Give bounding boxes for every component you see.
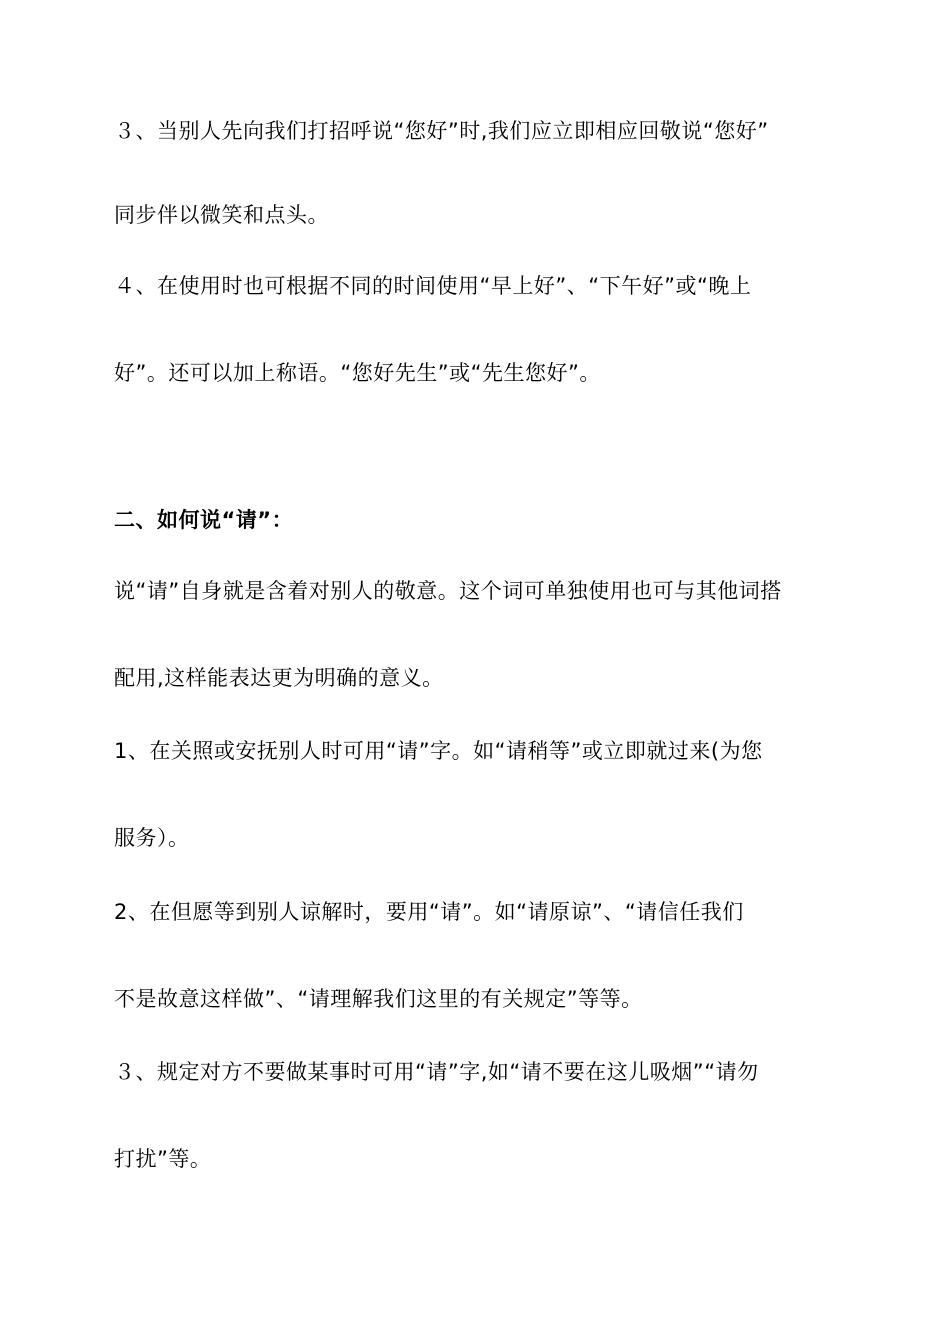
paragraph-line: 说“请”自身就是含着对别人的敬意。这个词可单独使用也可与其他词搭 bbox=[114, 579, 782, 603]
paragraph-line: 配用,这样能表达更为明确的意义。 bbox=[114, 666, 444, 690]
paragraph-line: 2、在但愿等到别人谅解时，要用“请”。如“请原谅”、“请信任我们 bbox=[114, 900, 744, 924]
paragraph-line: ４、在使用时也可根据不同的时间使用“早上好”、“下午好”或“晚上 bbox=[114, 274, 752, 298]
paragraph-line: 好”。还可以加上称语。“您好先生”或“先生您好”。 bbox=[114, 361, 601, 385]
paragraph-line: 同步伴以微笑和点头。 bbox=[114, 203, 329, 227]
paragraph-line: 打扰”等。 bbox=[114, 1147, 212, 1171]
paragraph-line: ３、规定对方不要做某事时可用“请”字,如“请不要在这儿吸烟”“请勿 bbox=[114, 1060, 759, 1084]
paragraph-line: 不是故意这样做”、“请理解我们这里的有关规定”等等。 bbox=[114, 987, 643, 1011]
paragraph-line: 1、在关照或安抚别人时可用“请”字。如“请稍等”或立即就过来(为您 bbox=[114, 739, 763, 763]
paragraph-line: 服务）。 bbox=[114, 826, 190, 850]
section-heading: 二、如何说“请”： bbox=[114, 508, 294, 532]
paragraph-line: ３、当别人先向我们打招呼说“您好”时,我们应立即相应回敬说“您好” bbox=[114, 119, 769, 143]
